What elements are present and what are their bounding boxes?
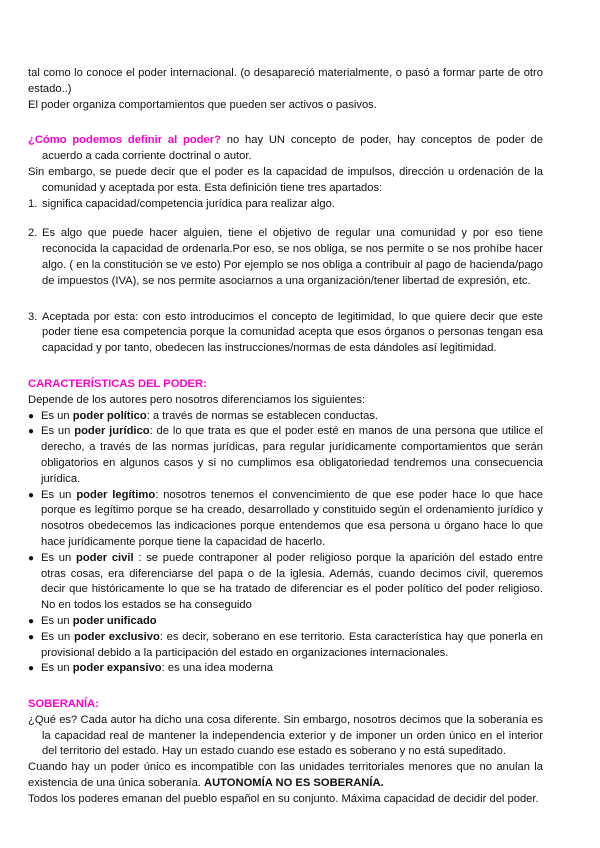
definicion-question-rest: no hay UN concepto de poder, hay conceptos de poder de acuerdo a cada corriente doctrinal o autor. xyxy=(42,134,543,163)
caracteristica-civil: ● Es un poder civil : se puede contraponer al poder religioso porque la aparición del estado entre otras cosas, era diferenciarse del papa o de la iglesia. Además, cuando decimos civil, queremos decir que históricamente lo que se ha tratado de diferenciar es el poder político del poder religioso. No en todos los estados se ha conseguido xyxy=(28,551,543,612)
caracteristica-name: poder civil xyxy=(76,551,134,564)
caracteristicas-intro: Depende de los autores pero nosotros diferenciamos los siguientes: xyxy=(28,393,366,406)
caracteristica-name: poder expansivo xyxy=(72,662,162,675)
caracteristica-expansivo: ● Es un poder expansivo: es una idea moderna xyxy=(28,661,543,677)
item-number: 3. xyxy=(28,310,38,323)
bullet-icon: ● xyxy=(28,410,35,422)
caracteristica-name: poder político xyxy=(72,409,147,422)
bullet-icon: ● xyxy=(28,663,35,675)
caracteristicas-list xyxy=(28,409,543,678)
bullet-icon: ● xyxy=(28,426,35,438)
caracteristica-name: poder exclusivo xyxy=(73,630,160,643)
item-text: Es algo que puede hacer alguien, tiene el objetivo de regular una comunidad y por eso tiene reconocida la capacidad de ordenarla.Por eso, se nos obliga, se nos permite o se nos prohíbe hacer algo. ( en la constitución se ve esto) Por ejemplo se nos obliga a contribuir al pago de hacienda/pago de impuestos (IVA), se nos permite asociarnos a una organización/tener libertad de expresión, etc. xyxy=(42,227,543,287)
item-text: Aceptada por esta: con esto introducimos el concepto de legitimidad, lo que quiere decir que este poder tiene esa competencia porque la comunidad acepta que esos órganos o personas tengan esa capacidad y por tanto, obedecen las instrucciones/normas de esta dándoles así legitimidad. xyxy=(42,310,543,355)
item-number: 2. xyxy=(28,227,38,240)
bullet-icon: ● xyxy=(28,615,35,627)
definicion-question: ¿Cómo podemos definir al poder? xyxy=(28,134,221,147)
bullet-icon: ● xyxy=(28,631,35,643)
document-page xyxy=(28,66,543,808)
caracteristica-name: poder jurídico xyxy=(74,425,150,438)
sin-embargo-paragraph: Sin embargo, se puede decir que el poder es la capacidad de impulsos, dirección u ordenación de la comunidad y aceptada por esta. Esta definición tiene tres apartados: xyxy=(28,165,543,194)
caracteristica-exclusivo: ● Es un poder exclusivo: es decir, soberano en ese territorio. Esta característica hay que ponerla en provisional debido a la participación del estado en organizaciones internacionales. xyxy=(28,630,543,659)
definicion-paragraph xyxy=(28,133,543,165)
bullet-icon: ● xyxy=(28,552,35,564)
bullet-icon: ● xyxy=(28,489,35,501)
caracteristica-juridico: ● Es un poder jurídico: de lo que trata es que el poder esté en manos de una persona que utilice el derecho, a través de las normas jurídicas, para regular jurídicamente comportamientos que serán obligatorios en algunos casos y si no cumplimos esa obligatoriedad tendremos una consecuencia jurídica. xyxy=(28,425,544,485)
soberania-paragraph-1: ¿Qué es? Cada autor ha dicho una cosa diferente. Sin embargo, nosotros decimos que la soberanía es la capacidad real de mantener la independencia exterior y de imponer un orden único en el interior del territorio del estado. Hay un estado cuando ese estado es soberano y no está supeditado. xyxy=(28,713,543,758)
definicion-list xyxy=(28,197,543,357)
soberania-paragraph-3: Todos los poderes emanan del pueblo español en su conjunto. Máxima capacidad de decidir del poder. xyxy=(28,792,539,805)
intro-line-1: tal como lo conoce el poder internacional. (o desapareció materialmente, o pasó a formar parte de otro estado..) xyxy=(28,67,543,95)
caracteristica-politico: ● Es un poder político: a través de normas se establecen conductas. xyxy=(28,409,543,425)
caracteristica-legitimo: ● Es un poder legítimo: nosotros tenemos el convencimiento de que ese poder hace lo que hace porque es legítimo porque se ha creado, desarrollado y constituido según el ordenamiento jurídico y nosotros obedecemos las indicaciones porque entendemos que esa persona u órgano hace lo que hace jurídicamente porque tiene la capacidad de hacerlo. xyxy=(28,488,544,548)
caracteristica-unificado: ● Es un poder unificado xyxy=(28,614,543,630)
caracteristicas-heading: CARACTERÍSTICAS DEL PODER: xyxy=(28,377,207,390)
item-number: 1. xyxy=(28,197,38,210)
definicion-item-3 xyxy=(28,310,543,357)
item-text: significa capacidad/competencia jurídica para realizar algo. xyxy=(42,197,335,210)
definicion-item-2 xyxy=(28,226,543,289)
caracteristica-name: poder unificado xyxy=(72,614,157,627)
intro-line-2: El poder organiza comportamientos que pueden ser activos o pasivos. xyxy=(28,98,377,111)
soberania-paragraph-2: Cuando hay un poder único es incompatible con las unidades territoriales menores que no anulan la existencia de una única soberanía. AUTONOMÍA NO ES SOBERANÍA. xyxy=(28,761,543,790)
definicion-item-1 xyxy=(28,197,543,213)
soberania-heading: SOBERANÍA: xyxy=(28,698,99,711)
autonomia-statement: AUTONOMÍA NO ES SOBERANÍA. xyxy=(204,777,384,790)
caracteristica-name: poder legítimo xyxy=(76,488,156,501)
